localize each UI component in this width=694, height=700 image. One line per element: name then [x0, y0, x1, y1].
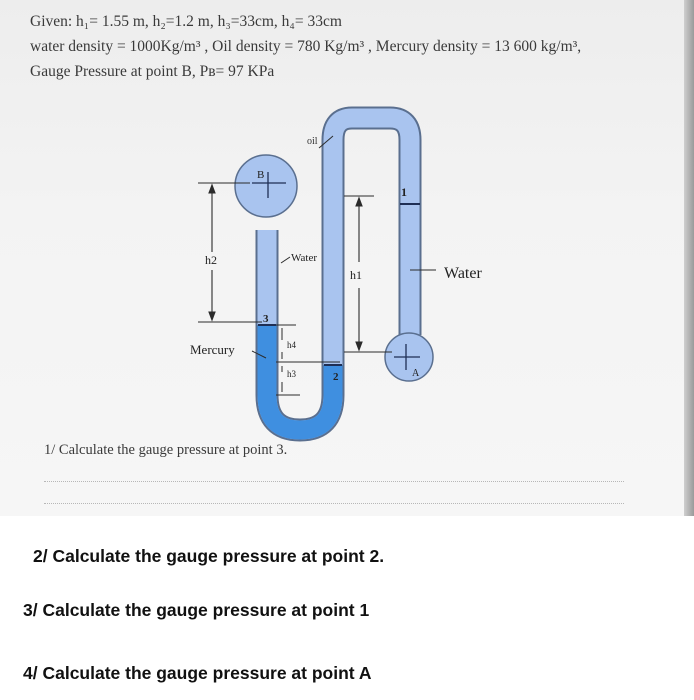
given-line-3: Gauge Pressure at point B, Pʙ= 97 KPa	[30, 63, 275, 80]
given-line-2: water density = 1000Kg/m³ , Oil density = 780 Kg/m³ , Mercury density = 13 600 kg/m³,	[30, 38, 582, 55]
answer-line-1	[44, 481, 624, 482]
question-1: 1/ Calculate the gauge pressure at point 3.	[44, 442, 288, 458]
label-point-3: 3	[263, 313, 269, 325]
question-4: 4/ Calculate the gauge pressure at point A	[23, 663, 372, 683]
label-oil: oil	[307, 136, 318, 147]
label-h1: h1	[350, 268, 362, 282]
label-point-2: 2	[333, 371, 339, 383]
label-h2: h2	[205, 253, 217, 267]
given-line-1: Given: h₁= 1.55 m, h₂=1.2 m, h₃=33cm, h₄= 33cm	[30, 13, 342, 30]
bulb-b	[235, 155, 297, 217]
question-3: 3/ Calculate the gauge pressure at point 1	[23, 600, 370, 620]
label-h3: h3	[287, 369, 296, 379]
label-point-1: 1	[401, 185, 407, 199]
label-mercury: Mercury	[190, 342, 235, 357]
label-b: B	[257, 169, 265, 181]
answer-line-2	[44, 503, 624, 504]
label-h4: h4	[287, 340, 296, 350]
label-water-right: Water	[444, 265, 482, 282]
question-2: 2/ Calculate the gauge pressure at point 2.	[33, 546, 385, 566]
label-a: A	[412, 368, 420, 379]
label-water-left: Water	[291, 252, 317, 264]
